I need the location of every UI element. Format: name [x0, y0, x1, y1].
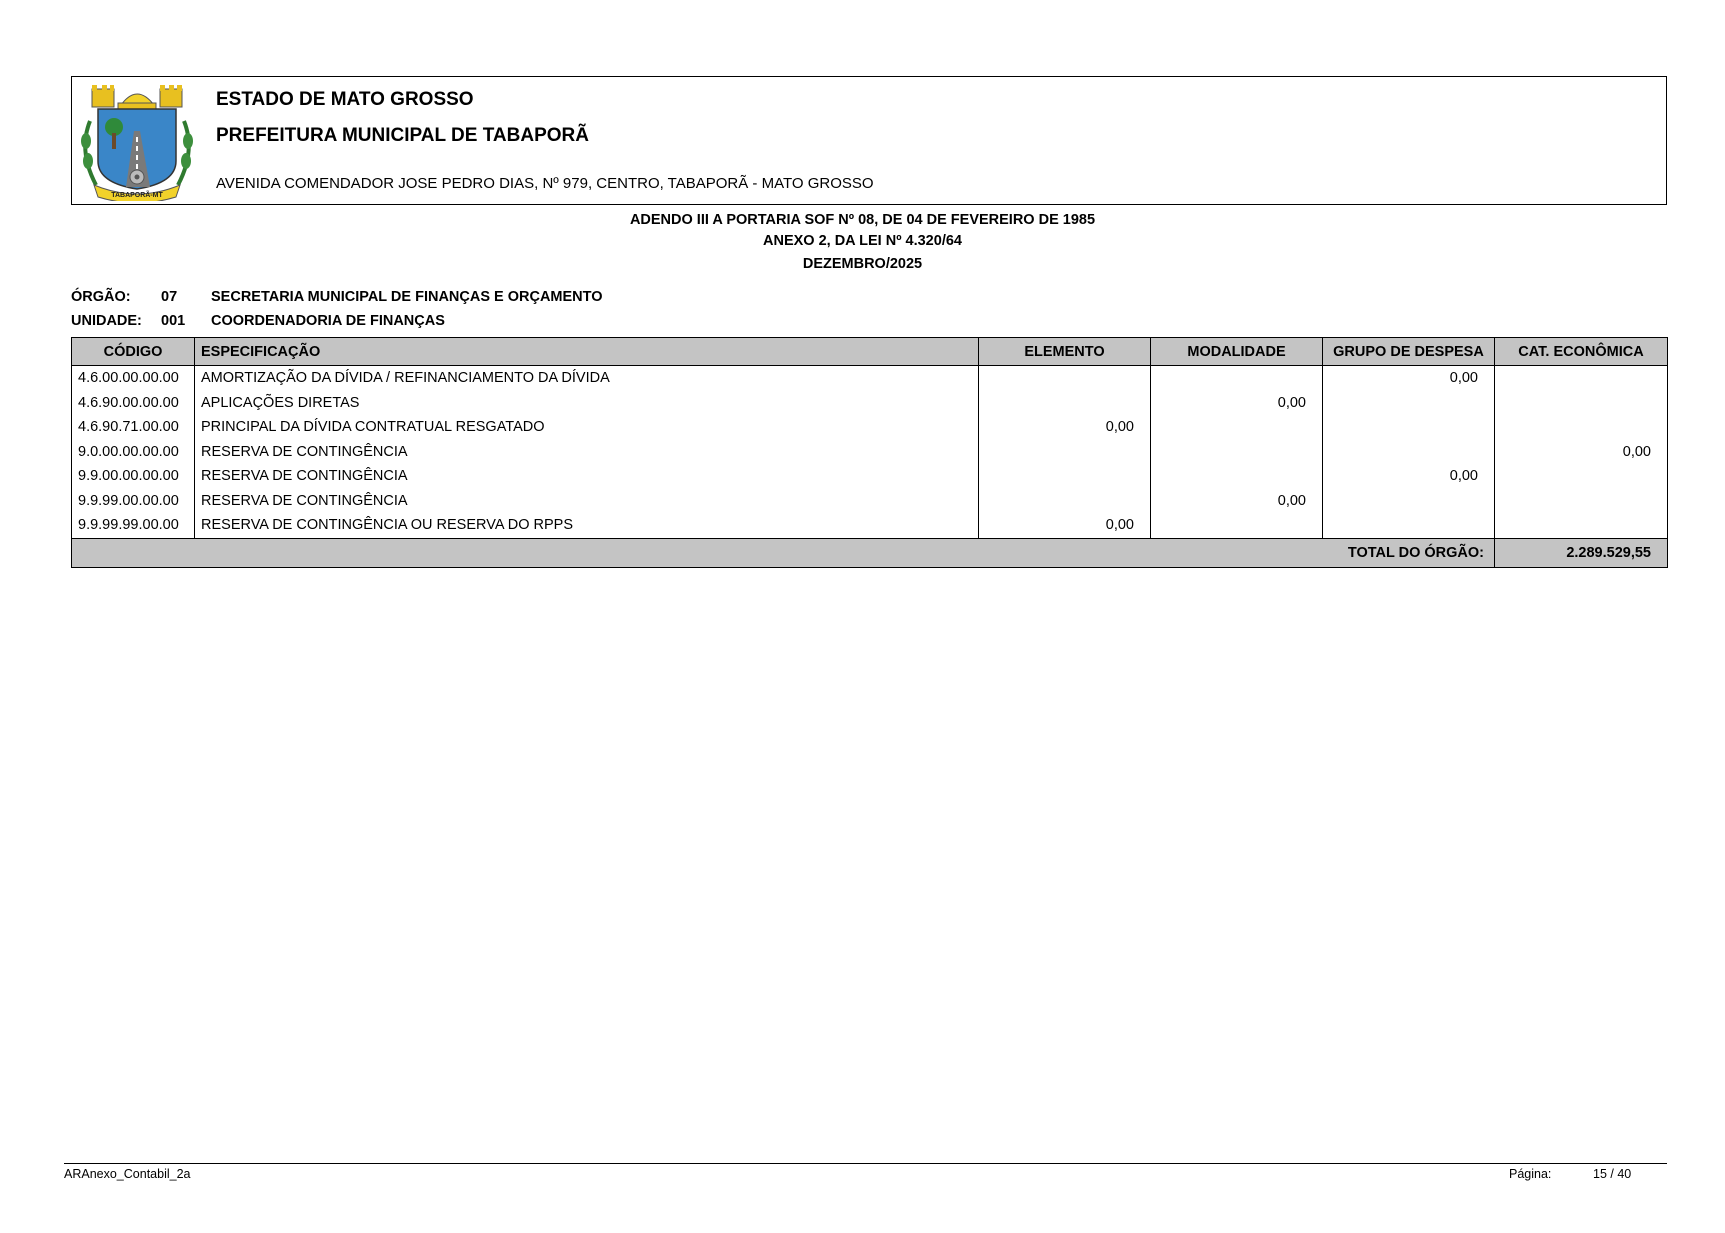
unidade-code: 001	[161, 313, 186, 329]
unidade-label: UNIDADE:	[71, 313, 142, 329]
unidade-name: COORDENADORIA DE FINANÇAS	[211, 313, 445, 329]
cell-elemento	[979, 489, 1151, 514]
cell-especificacao: APLICAÇÕES DIRETAS	[195, 391, 979, 416]
col-modalidade: MODALIDADE	[1151, 338, 1323, 366]
col-grupo-despesa: GRUPO DE DESPESA	[1323, 338, 1495, 366]
col-especificacao: ESPECIFICAÇÃO	[195, 338, 979, 366]
cell-cat: 0,00	[1495, 440, 1668, 465]
cell-cat	[1495, 513, 1668, 538]
table-row	[72, 415, 1668, 440]
cell-cat	[1495, 415, 1668, 440]
cell-elemento	[979, 464, 1151, 489]
total-value: 2.289.529,55	[1495, 538, 1668, 567]
cell-elemento: 0,00	[979, 513, 1151, 538]
table-row	[72, 440, 1668, 465]
cell-especificacao: RESERVA DE CONTINGÊNCIA	[195, 464, 979, 489]
cell-elemento: 0,00	[979, 415, 1151, 440]
page-number: 15 / 40	[1593, 1167, 1632, 1181]
cell-codigo: 4.6.00.00.00.00	[72, 366, 195, 391]
cell-grupo	[1323, 513, 1495, 538]
col-cat-economica: CAT. ECONÔMICA	[1495, 338, 1668, 366]
col-elemento: ELEMENTO	[979, 338, 1151, 366]
cell-modalidade	[1151, 464, 1323, 489]
municipal-crest-icon	[76, 81, 198, 201]
table-header-row	[72, 338, 1668, 366]
table-row	[72, 366, 1668, 391]
cell-grupo	[1323, 440, 1495, 465]
cell-codigo: 9.9.99.00.00.00	[72, 489, 195, 514]
cell-grupo	[1323, 391, 1495, 416]
cell-grupo	[1323, 489, 1495, 514]
cell-modalidade	[1151, 513, 1323, 538]
state-title: ESTADO DE MATO GROSSO	[216, 89, 474, 110]
cell-grupo: 0,00	[1323, 366, 1495, 391]
table-row	[72, 489, 1668, 514]
cell-codigo: 9.9.99.99.00.00	[72, 513, 195, 538]
orgao-label: ÓRGÃO:	[71, 289, 131, 305]
total-label: TOTAL DO ÓRGÃO:	[72, 538, 1495, 567]
table-row	[72, 464, 1668, 489]
cell-modalidade: 0,00	[1151, 489, 1323, 514]
cell-especificacao: RESERVA DE CONTINGÊNCIA OU RESERVA DO RPPS	[195, 513, 979, 538]
cell-elemento	[979, 366, 1151, 391]
cell-codigo: 9.9.00.00.00.00	[72, 464, 195, 489]
orgao-code: 07	[161, 289, 178, 305]
table-row	[72, 513, 1668, 538]
cell-cat	[1495, 391, 1668, 416]
cell-especificacao: AMORTIZAÇÃO DA DÍVIDA / REFINANCIAMENTO DA DÍVIDA	[195, 366, 979, 391]
report-name: ARAnexo_Contabil_2a	[64, 1167, 191, 1181]
footer-divider	[64, 1163, 1667, 1164]
cell-cat	[1495, 489, 1668, 514]
cell-elemento	[979, 391, 1151, 416]
report-title-line1: ADENDO III A PORTARIA SOF Nº 08, DE 04 DE FEVEREIRO DE 1985	[629, 212, 1096, 228]
cell-grupo: 0,00	[1323, 464, 1495, 489]
cell-cat	[1495, 464, 1668, 489]
cell-codigo: 4.6.90.00.00.00	[72, 391, 195, 416]
cell-grupo	[1323, 415, 1495, 440]
table-row	[72, 391, 1668, 416]
cell-elemento	[979, 440, 1151, 465]
cell-codigo: 9.0.00.00.00.00	[72, 440, 195, 465]
cell-modalidade	[1151, 415, 1323, 440]
address: AVENIDA COMENDADOR JOSE PEDRO DIAS, Nº 979, CENTRO, TABAPORÃ - MATO GROSSO	[216, 175, 874, 192]
report-title-line2: ANEXO 2, DA LEI Nº 4.320/64	[763, 233, 962, 249]
cell-especificacao: RESERVA DE CONTINGÊNCIA	[195, 489, 979, 514]
cell-cat	[1495, 366, 1668, 391]
crest-ribbon-text: TABAPORÃ-MT	[111, 192, 163, 199]
prefeitura-title: PREFEITURA MUNICIPAL DE TABAPORÃ	[216, 125, 589, 146]
cell-modalidade	[1151, 440, 1323, 465]
col-codigo: CÓDIGO	[72, 338, 195, 366]
page-label: Página:	[1509, 1167, 1552, 1181]
cell-modalidade: 0,00	[1151, 391, 1323, 416]
cell-codigo: 4.6.90.71.00.00	[72, 415, 195, 440]
report-period: DEZEMBRO/2025	[802, 256, 923, 272]
cell-especificacao: PRINCIPAL DA DÍVIDA CONTRATUAL RESGATADO	[195, 415, 979, 440]
cell-modalidade	[1151, 366, 1323, 391]
orgao-name: SECRETARIA MUNICIPAL DE FINANÇAS E ORÇAMENTO	[211, 289, 603, 305]
header-box	[71, 76, 1667, 205]
total-row	[72, 538, 1668, 567]
expense-table	[71, 337, 1668, 568]
cell-especificacao: RESERVA DE CONTINGÊNCIA	[195, 440, 979, 465]
